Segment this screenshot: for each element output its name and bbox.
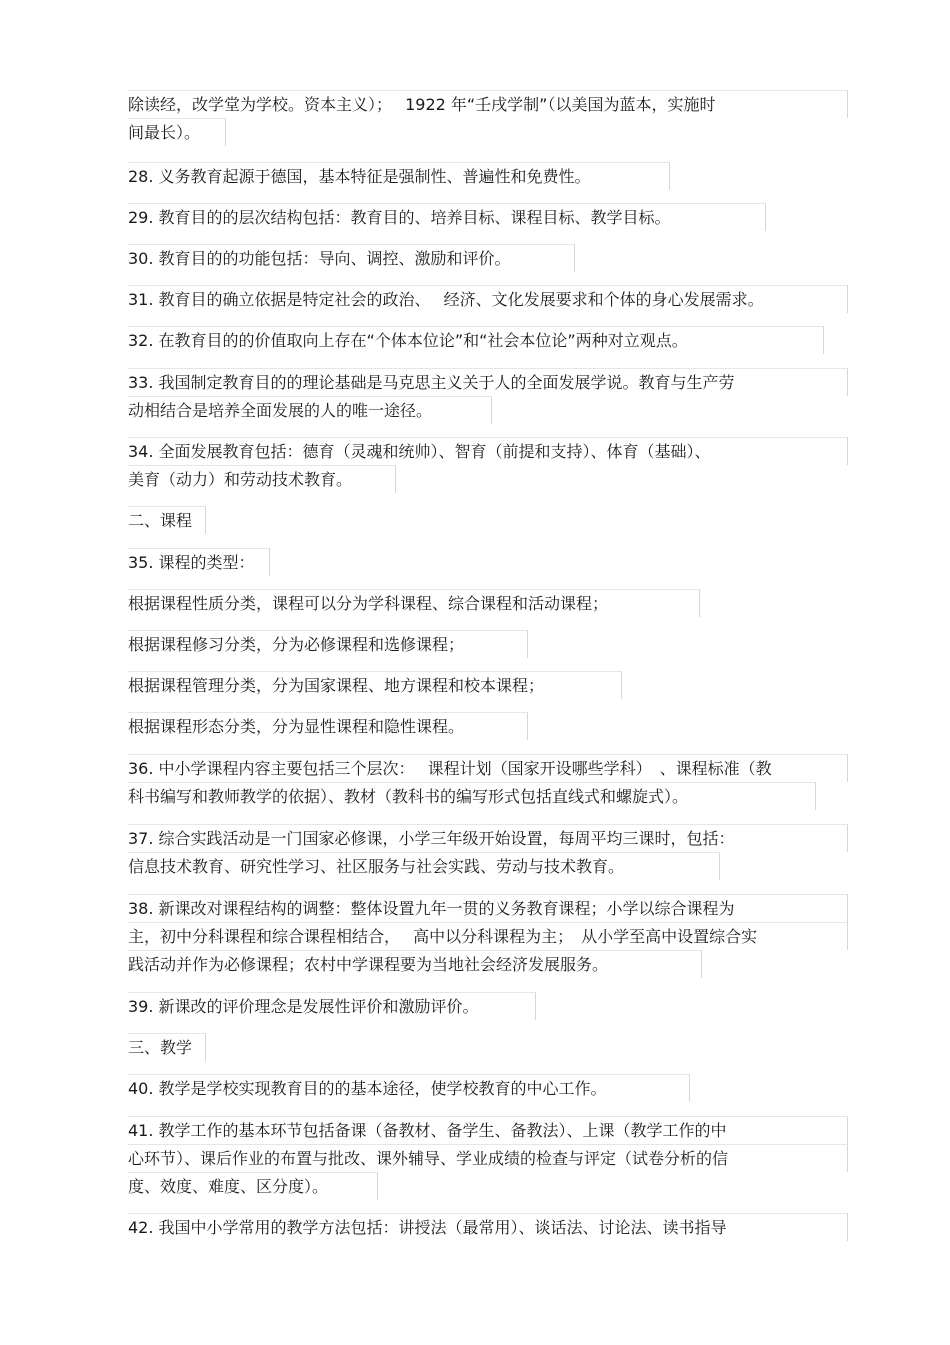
paragraph-36	[128, 754, 848, 810]
text-line: 根据课程修习分类，分为必修课程和选修课程；	[128, 630, 528, 658]
text-line: 度、效度、难度、区分度）。	[128, 1172, 378, 1200]
paragraph-29	[128, 203, 848, 231]
text-line: 32. 在教育目的的价值取向上存在“个体本位论”和“社会本位论”两种对立观点。	[128, 326, 824, 354]
text-line: 动相结合是培养全面发展的人的唯一途径。	[128, 396, 492, 424]
paragraph-28	[128, 162, 848, 190]
text-line: 35. 课程的类型：	[128, 548, 270, 576]
text-line: 41. 教学工作的基本环节包括备课（备教材、备学生、备教法）、上课（教学工作的中	[128, 1116, 848, 1144]
text-line: 40. 教学是学校实现教育目的的基本途径，使学校教育的中心工作。	[128, 1074, 690, 1102]
text-line: 践活动并作为必修课程；农村中学课程要为当地社会经济发展服务。	[128, 950, 702, 978]
text-line: 31. 教育目的确立依据是特定社会的政治、 经济、文化发展要求和个体的身心发展需求。	[128, 285, 848, 313]
paragraph-42	[128, 1213, 848, 1241]
text-line: 心环节）、课后作业的布置与批改、课外辅导、学业成绩的检查与评定（试卷分析的信	[128, 1144, 848, 1172]
text-line: 30. 教育目的的功能包括：导向、调控、激励和评价。	[128, 244, 575, 272]
text-line: 34. 全面发展教育包括：德育（灵魂和统帅）、智育（前提和支持）、体育（基础）、	[128, 437, 848, 465]
text-line: 37. 综合实践活动是一门国家必修课，小学三年级开始设置，每周平均三课时，包括：	[128, 824, 848, 852]
section-heading: 三、教学	[128, 1033, 206, 1061]
section-heading: 二、课程	[128, 506, 206, 534]
text-line: 29. 教育目的的层次结构包括：教育目的、培养目标、课程目标、教学目标。	[128, 203, 766, 231]
paragraph-38	[128, 894, 848, 978]
text-line: 根据课程性质分类，课程可以分为学科课程、综合课程和活动课程；	[128, 589, 700, 617]
text-line: 间最长）。	[128, 118, 226, 146]
text-line: 36. 中小学课程内容主要包括三个层次： 课程计划（国家开设哪些学科） 、课程标准（教	[128, 754, 848, 782]
text-line: 39. 新课改的评价理念是发展性评价和激励评价。	[128, 992, 536, 1020]
paragraph-39	[128, 992, 848, 1020]
paragraph-37	[128, 824, 848, 880]
paragraph-35c	[128, 671, 848, 699]
paragraph-35b	[128, 630, 848, 658]
section-heading-teaching	[128, 1033, 848, 1061]
paragraph-33	[128, 368, 848, 424]
paragraph-35d	[128, 712, 848, 740]
paragraph-40	[128, 1074, 848, 1102]
text-line: 42. 我国中小学常用的教学方法包括：讲授法（最常用）、谈话法、讨论法、读书指导	[128, 1213, 848, 1241]
section-heading-curriculum	[128, 506, 848, 534]
paragraph-41	[128, 1116, 848, 1200]
paragraph-35	[128, 548, 848, 576]
paragraph-32	[128, 326, 848, 354]
paragraph-continuation	[128, 90, 848, 146]
text-line: 美育（动力）和劳动技术教育。	[128, 465, 396, 493]
text-line: 根据课程管理分类，分为国家课程、地方课程和校本课程；	[128, 671, 622, 699]
text-line: 科书编写和教师教学的依据）、教材（教科书的编写形式包括直线式和螺旋式）。	[128, 782, 816, 810]
paragraph-30	[128, 244, 848, 272]
text-line: 33. 我国制定教育目的的理论基础是马克思主义关于人的全面发展学说。教育与生产劳	[128, 368, 848, 396]
text-line: 根据课程形态分类，分为显性课程和隐性课程。	[128, 712, 528, 740]
text-line: 信息技术教育、研究性学习、社区服务与社会实践、劳动与技术教育。	[128, 852, 720, 880]
text-line: 38. 新课改对课程结构的调整：整体设置九年一贯的义务教育课程；小学以综合课程为	[128, 894, 848, 922]
text-line: 主，初中分科课程和综合课程相结合， 高中以分科课程为主； 从小学至高中设置综合实	[128, 922, 848, 950]
paragraph-34	[128, 437, 848, 493]
paragraph-31	[128, 285, 848, 313]
text-line: 除读经，改学堂为学校。资本主义）； 1922 年“壬戌学制”（以美国为蓝本，实施时	[128, 90, 848, 118]
paragraph-35a	[128, 589, 848, 617]
text-line: 28. 义务教育起源于德国，基本特征是强制性、普遍性和免费性。	[128, 162, 670, 190]
